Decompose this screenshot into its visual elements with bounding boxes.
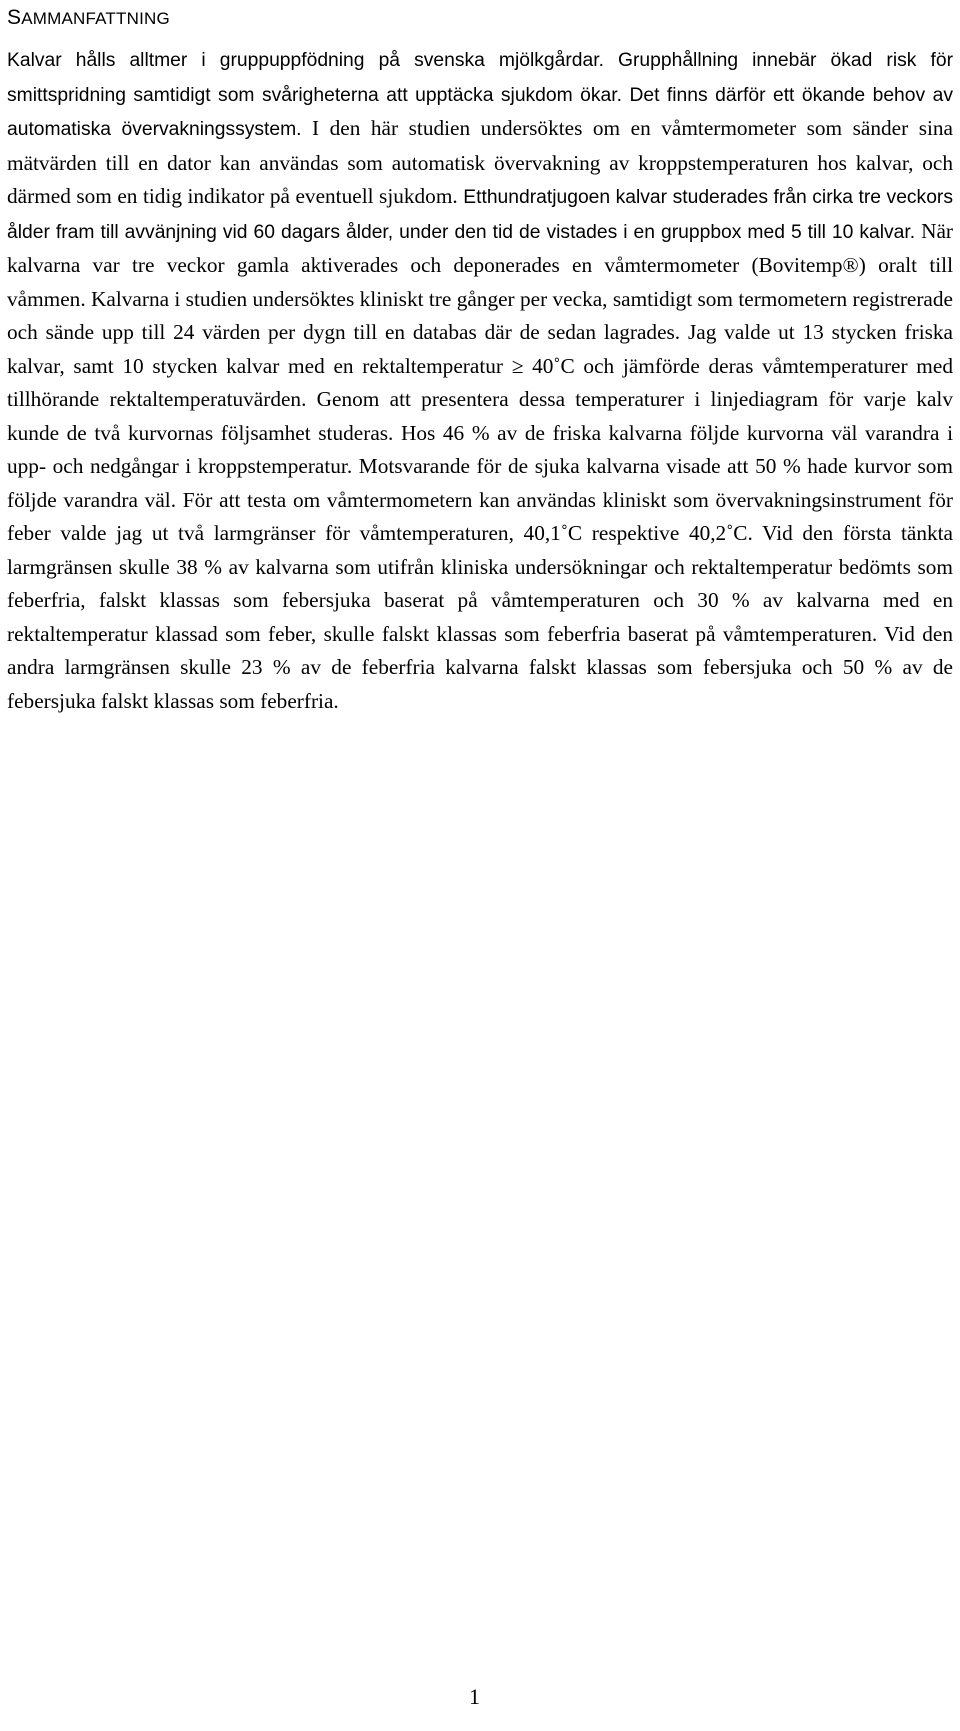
document-page: [7, 0, 953, 1731]
abstract-segment-6: ) oralt till våmmen.: [7, 253, 954, 311]
abstract-paragraph: [7, 43, 953, 718]
abstract-segment-3: sänder sina mätvärden till en dator kan användas som automatisk övervakning av kroppstemperaturen hos kalvar, och därmed som en tidig indikator på eventuell sjukdom.: [7, 116, 953, 208]
heading-first-letter: S: [7, 6, 22, 29]
abstract-segment-8: 40˚C och jämförde deras våmtemperaturer med tillhörande rektaltemperatuvärden. Genom att presentera dessa temperaturer i linjediagram för varje kalv kunde de två kurvornas följsamhet studeras. Hos 46 % av de friska kalvarna följde kurvorna väl varandra i upp- och nedgångar i kroppstemperatur. Motsvarande för de sjuka kalvarna visade att 50 % hade kurvor som följde varandra väl. För att testa om våmtermometern kan användas kliniskt som övervakningsinstrument för feber valde jag ut två larmgränser för våmtemperaturen, 40,1˚C respektive 40,2˚C. Vid den första tänkta larmgränsen skulle 38 % av kalvarna som utifrån kliniska undersökningar och rektaltemperatur bedömts som feberfria, falskt klassas som febersjuka baserat på våmtemperaturen och 30 % av kalvarna med en rektaltemperatur klassad som feber, skulle falskt klassas som feberfria baserat på våmtemperaturen. Vid den andra larmgränsen skulle 23 % av de feberfria kalvarna falskt klassas som febersjuka och 50 % av de febersjuka falskt klassas som feberfria.: [7, 353, 953, 713]
abstract-sans-segment-4: Etthundratjugoen kalvar studerades från cirka tre veckors ålder fram till avvänjning vid 60 dagars ålder, under den tid de vistades i en gruppbox med 5 till 10 kalvar.: [7, 187, 953, 243]
page-number: 1: [469, 1684, 480, 1709]
abstract-segment-7: Kalvarna i studien undersöktes kliniskt tre gånger per vecka, samtidigt som termometern registrerade och sände upp till 24 värden per dygn till en databas där de sedan lagrades. Jag valde ut 13 stycken friska kalvar, samt 10 stycken kalvar med en rektaltemperatur: [7, 286, 953, 378]
section-heading: [7, 5, 170, 32]
heading-rest: AMMANFATTNING: [21, 9, 170, 28]
abstract-segment-2: I den här studien undersöktes om en våmtermometer som: [301, 116, 853, 140]
greater-equal-symbol: ≥: [511, 353, 524, 378]
abstract-sans-segment-1: Kalvar hålls alltmer i gruppuppfödning på svenska mjölkgårdar. Grupphållning innebär ökad risk för smittspridning samtidigt som svårigheterna att upptäcka sjukdom ökar. Det finns därför ett ökande behov av automatiska övervakningssystem.: [7, 50, 953, 140]
registered-mark: ®: [842, 253, 859, 277]
abstract-segment-5: När kalvarna var tre veckor gamla aktiverades och deponerades en våmtermometer (Bovitemp: [7, 218, 953, 277]
